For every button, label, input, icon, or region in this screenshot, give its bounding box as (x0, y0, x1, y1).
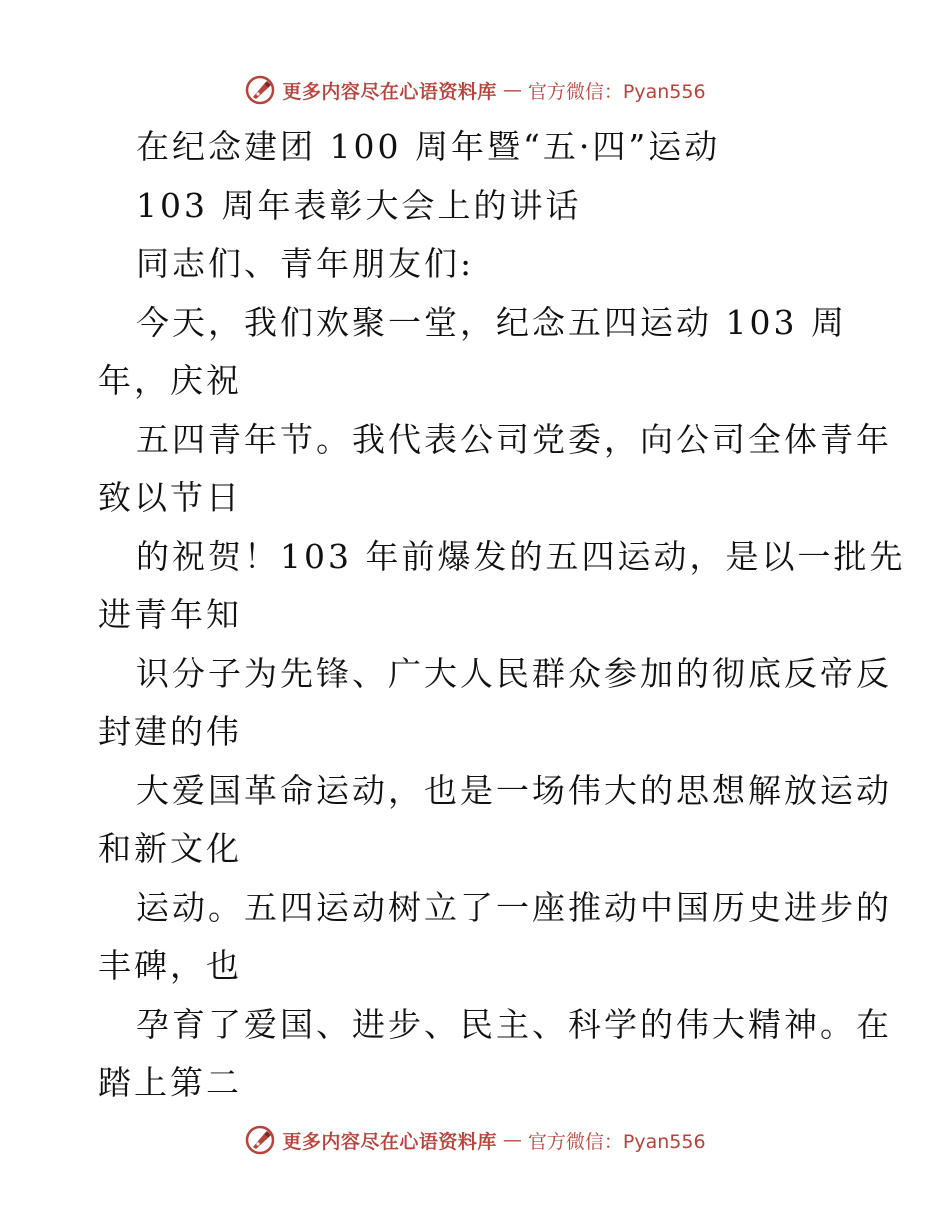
paragraph-line: 年，庆祝 (98, 361, 242, 400)
salutation: 同志们、青年朋友们: (136, 244, 475, 283)
paragraph-line: 运动。五四运动树立了一座推动中国历史进步的 (136, 887, 892, 927)
pen-nib-logo-icon (244, 74, 276, 106)
paragraph-line: 五四青年节。我代表公司党委，向公司全体青年 (136, 419, 892, 459)
paragraph-line: 封建的伟 (98, 712, 242, 751)
paragraph-line: 识分子为先锋、广大人民群众参加的彻底反帝反 (136, 653, 892, 693)
paragraph-line: 今天，我们欢聚一堂，纪念五四运动 103 周 (136, 302, 847, 342)
paragraph-line: 和新文化 (98, 829, 242, 868)
footer-separator: — (502, 1129, 522, 1151)
header-wechat-text: 官方微信：Pyan556 (527, 80, 706, 103)
header-banner (0, 70, 950, 110)
paragraph-line: 的祝贺！103 年前爆发的五四运动，是以一批先 (136, 536, 906, 576)
paragraph-line: 孕育了爱国、进步、民主、科学的伟大精神。在 (136, 1004, 892, 1044)
footer-banner-text: 更多内容尽在心语资料库 (282, 1130, 497, 1153)
footer-wechat-text: 官方微信：Pyan556 (527, 1130, 706, 1153)
header-banner-text: 更多内容尽在心语资料库 (282, 80, 497, 103)
paragraph-line: 丰碑，也 (98, 946, 242, 985)
footer-banner (0, 1120, 950, 1160)
paragraph-line: 踏上第二 (98, 1063, 242, 1102)
header-separator: — (502, 79, 522, 101)
title-line-1: 在纪念建团 100 周年暨“五·四”运动 (136, 127, 721, 166)
title-line-2: 103 周年表彰大会上的讲话 (136, 185, 582, 225)
paragraph-line: 致以节日 (98, 478, 242, 517)
document-body (98, 118, 906, 1113)
pen-nib-logo-icon (244, 1124, 276, 1156)
paragraph-line: 大爱国革命运动，也是一场伟大的思想解放运动 (136, 770, 892, 810)
paragraph-line: 进青年知 (98, 595, 242, 634)
